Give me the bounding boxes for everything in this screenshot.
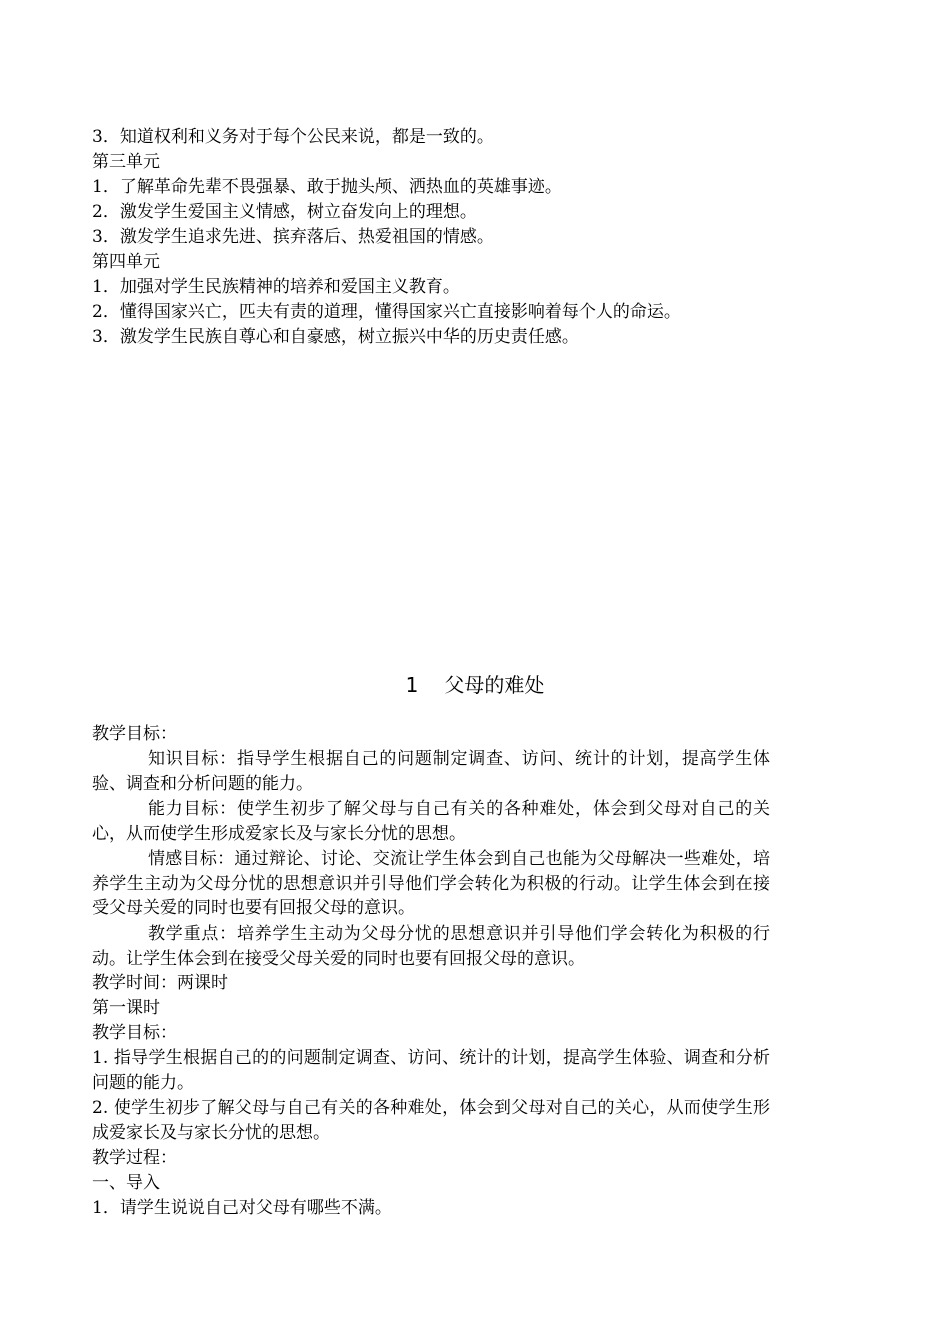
- period1-heading: 第一课时: [92, 998, 160, 1018]
- unit4-item-1: 1．加强对学生民族精神的培养和爱国主义教育。: [92, 277, 460, 297]
- goals-heading: 教学目标：: [92, 724, 177, 744]
- lesson-title: [0, 671, 950, 699]
- knowledge-goal: 知识目标：指导学生根据自己的问题制定调查、访问、统计的计划，提高学生体验、调查和分析问题的能力。: [92, 749, 770, 794]
- period1-goal-1: 1. 指导学生根据自己的的问题制定调查、访问、统计的计划，提高学生体验、调查和分析问题的能力。: [92, 1048, 770, 1093]
- unit2-item-3: 3．知道权利和义务对于每个公民来说，都是一致的。: [92, 127, 494, 147]
- unit4-item-2: 2．懂得国家兴亡，匹夫有责的道理，懂得国家兴亡直接影响着每个人的命运。: [92, 302, 681, 322]
- unit3-item-2: 2．激发学生爱国主义情感，树立奋发向上的理想。: [92, 202, 477, 222]
- period1-goal-2: 2. 使学生初步了解父母与自己有关的各种难处，体会到父母对自己的关心，从而使学生形成爱家长及与家长分忧的思想。: [92, 1098, 770, 1143]
- teaching-time: 教学时间：两课时: [92, 973, 228, 993]
- emotion-goal: 情感目标：通过辩论、讨论、交流让学生体会到自己也能为父母解决一些难处，培养学生主动为父母分忧的思想意识并引导他们学会转化为积极的行动。让学生体会到在接受父母关爱的同时也要有回报父母的意识。: [92, 849, 770, 918]
- unit4-heading: 第四单元: [92, 252, 160, 272]
- period1-goals-heading: 教学目标：: [92, 1023, 177, 1043]
- intro-item-1: 1．请学生说说自己对父母有哪些不满。: [92, 1198, 392, 1218]
- unit4-item-3: 3．激发学生民族自尊心和自豪感，树立振兴中华的历史责任感。: [92, 327, 579, 347]
- lesson-number: 1: [405, 673, 419, 697]
- process-heading: 教学过程：: [92, 1148, 177, 1168]
- lesson-title-text: 父母的难处: [444, 673, 545, 697]
- intro-heading: 一、导入: [92, 1173, 160, 1193]
- unit3-item-1: 1．了解革命先辈不畏强暴、敢于抛头颅、洒热血的英雄事迹。: [92, 177, 562, 197]
- unit3-item-3: 3．激发学生追求先进、摈弃落后、热爱祖国的情感。: [92, 227, 494, 247]
- key-point: 教学重点：培养学生主动为父母分忧的思想意识并引导他们学会转化为积极的行动。让学生体会到在接受父母关爱的同时也要有回报父母的意识。: [92, 924, 770, 969]
- unit3-heading: 第三单元: [92, 152, 160, 172]
- ability-goal: 能力目标：使学生初步了解父母与自己有关的各种难处，体会到父母对自己的关心，从而使学生形成爱家长及与家长分忧的思想。: [92, 799, 770, 844]
